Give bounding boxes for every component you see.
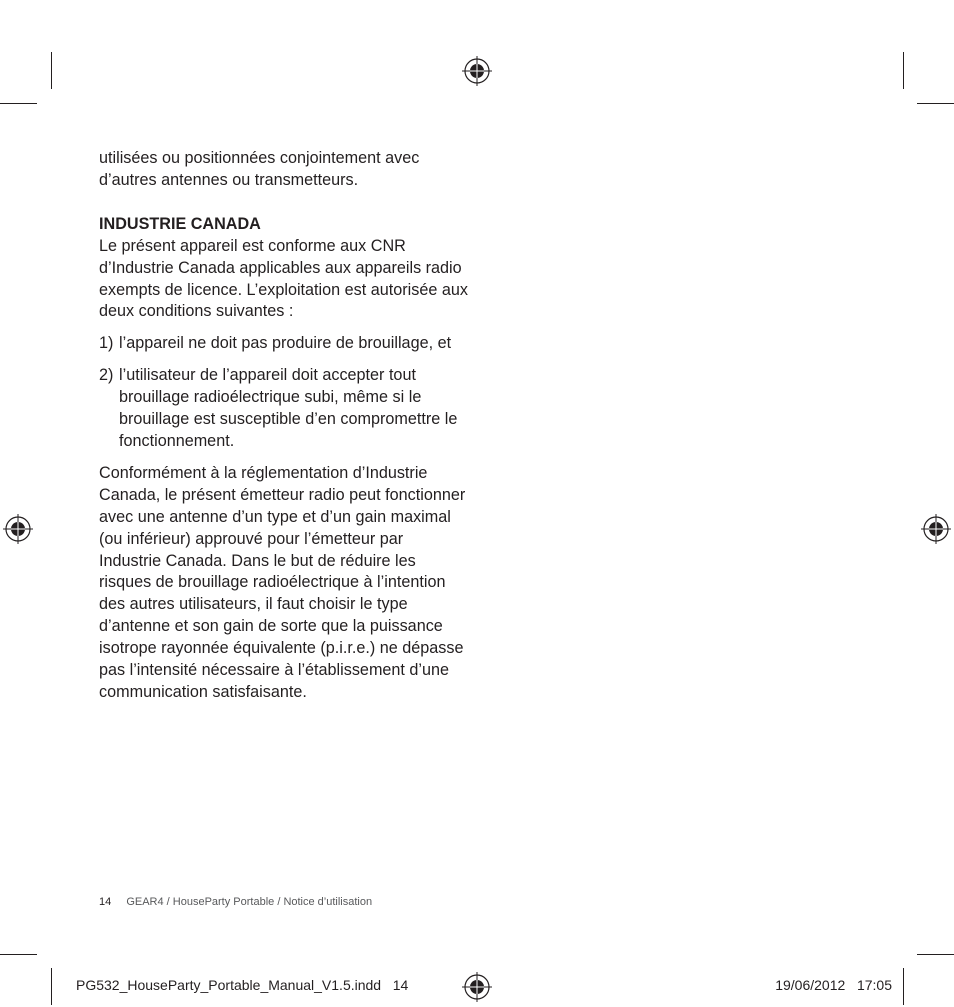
list-item (99, 365, 469, 453)
registration-mark-top-icon (462, 56, 492, 86)
section-paragraph-2: Conformément à la réglementation d’Industrie Canada, le présent émetteur radio peut fonctionner avec une antenne d’un type et d’un gain maximal (ou inférieur) approuvé pour l’émetteur par Industrie Canada. Dans le but de réduire les risques de brouillage radioélectrique à l’intention des autres utilisateurs, il faut choisir le type d’antenne et son gain de sorte que la puissance isotrope rayonnée équivalente (p.i.r.e.) ne dépasse pas l’intensité nécessaire à l’établissement d’une communication satisfaisante. (99, 463, 466, 701)
crop-mark-top-left-vertical (51, 52, 52, 89)
conditions-list (99, 333, 469, 453)
slug-date: 19/06/2012 (775, 977, 846, 993)
crop-mark-top-right-vertical (903, 52, 904, 89)
page-body (99, 148, 469, 704)
crop-mark-bottom-right-horizontal (917, 954, 954, 955)
crop-mark-top-left-horizontal (0, 103, 37, 104)
slug-timestamp (775, 977, 892, 993)
intro-paragraph: utilisées ou positionnées conjointement avec d’autres antennes ou transmetteurs. (99, 149, 420, 189)
crop-mark-top-right-horizontal (917, 103, 954, 104)
running-title: GEAR4 / HouseParty Portable / Notice d’utilisation (126, 896, 373, 908)
registration-mark-left-icon (3, 514, 33, 544)
section-heading: INDUSTRIE CANADA (99, 214, 261, 233)
list-item (99, 333, 469, 355)
crop-mark-bottom-left-horizontal (0, 954, 37, 955)
list-item-number: 1) (99, 334, 114, 353)
slug-time: 17:05 (856, 977, 892, 993)
list-item-text: l’utilisateur de l’appareil doit accepter tout brouillage radioélectrique subi, même si le brouillage est susceptible d’en compromettre le fonctionnement. (119, 366, 458, 450)
registration-mark-bottom-icon (462, 972, 492, 1002)
crop-mark-bottom-left-vertical (51, 968, 52, 1005)
list-item-number: 2) (99, 366, 114, 385)
section-paragraph-1: Le présent appareil est conforme aux CNR d’Industrie Canada applicables aux appareils radio exempts de licence. L’exploitation est autorisée aux deux conditions suivantes : (99, 236, 468, 321)
registration-mark-right-icon (921, 514, 951, 544)
page-number: 14 (99, 896, 112, 908)
page-footer (99, 896, 372, 908)
list-item-text: l’appareil ne doit pas produire de brouillage, et (119, 334, 452, 353)
crop-mark-bottom-right-vertical (903, 968, 904, 1005)
slug-filename: PG532_HouseParty_Portable_Manual_V1.5.indd 14 (76, 977, 409, 993)
